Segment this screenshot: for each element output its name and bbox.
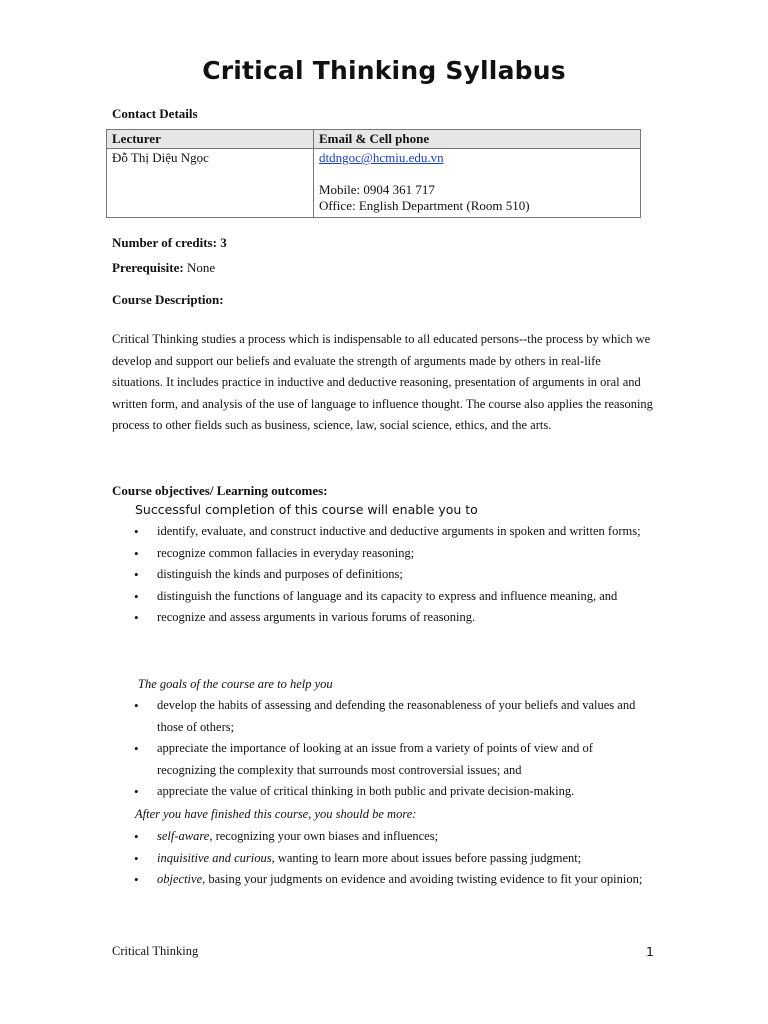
contact-heading: Contact Details xyxy=(112,106,198,121)
prerequisite-label: Prerequisite: xyxy=(112,260,184,275)
list-item xyxy=(112,848,652,870)
col-lecturer: Lecturer xyxy=(107,130,314,149)
mobile-text: Mobile: 0904 361 717 xyxy=(319,182,435,197)
prerequisite-value: None xyxy=(183,260,216,275)
term: self-aware xyxy=(157,829,210,843)
email-link[interactable]: dtdngoc@hcmiu.edu.vn xyxy=(319,150,444,165)
after-intro: After you have finished this course, you should be more: xyxy=(135,807,417,821)
goals-list xyxy=(112,695,652,803)
list-item: • identify, evaluate, and construct inductive and deductive arguments in spoken and written forms; xyxy=(112,521,652,543)
credits: Number of credits: 3 xyxy=(112,235,227,250)
term-rest: , recognizing your own biases and influences; xyxy=(209,829,439,843)
list-item: • distinguish the kinds and purposes of definitions; xyxy=(112,564,652,586)
list-item: • appreciate the value of critical thinking in both public and private decision-making. xyxy=(112,781,652,803)
term-rest: , wanting to learn more about issues before passing judgment; xyxy=(271,850,582,865)
contact-table-row xyxy=(107,149,641,218)
col-email: Email & Cell phone xyxy=(314,130,641,149)
goals-intro: The goals of the course are to help you xyxy=(138,677,333,691)
list-item: • develop the habits of assessing and defending the reasonableness of your beliefs and values and those of others; xyxy=(112,695,652,738)
contact-cell xyxy=(314,149,641,218)
list-item: • recognize and assess arguments in various forums of reasoning. xyxy=(112,607,652,629)
list-item: • distinguish the functions of language and its capacity to express and influence meaning, and xyxy=(112,586,652,608)
objectives-heading: Course objectives/ Learning outcomes: xyxy=(112,483,328,498)
list-item: • appreciate the importance of looking at an issue from a variety of points of view and of recognizing the complexity that surrounds most controversial issues; and xyxy=(112,738,652,781)
prerequisite xyxy=(112,260,652,276)
list-item xyxy=(112,826,652,848)
term: inquisitive and curious xyxy=(157,850,272,865)
term: objective xyxy=(157,872,203,886)
contact-table-header xyxy=(107,130,641,149)
list-item: • recognize common fallacies in everyday reasoning; xyxy=(112,543,652,565)
course-description-heading: Course Description: xyxy=(112,292,224,307)
footer-title: Critical Thinking xyxy=(112,944,199,958)
contact-table xyxy=(106,129,641,218)
page-title: Critical Thinking Syllabus xyxy=(202,56,566,85)
after-list xyxy=(112,826,652,891)
page-number: 1 xyxy=(646,944,654,959)
list-item xyxy=(112,869,652,891)
objectives-list xyxy=(112,521,652,629)
lecturer-name: Đỗ Thị Diệu Ngọc xyxy=(107,149,314,218)
objectives-intro: Successful completion of this course will enable you to xyxy=(135,502,478,517)
term-rest: , basing your judgments on evidence and avoiding twisting evidence to fit your opinion; xyxy=(202,872,643,886)
course-description-text: Critical Thinking studies a process which is indispensable to all educated persons--the process by which we develop and support our beliefs and evaluate the strength of arguments made by others in real-life situations. It includes practice in inductive and deductive reasoning, presentation of arguments in oral and written form, and analysis of the use of language to influence thought. The course also applies the reasoning process to other fields such as business, science, law, social science, ethics, and the arts. xyxy=(112,332,653,432)
office-text: Office: English Department (Room 510) xyxy=(319,198,530,213)
